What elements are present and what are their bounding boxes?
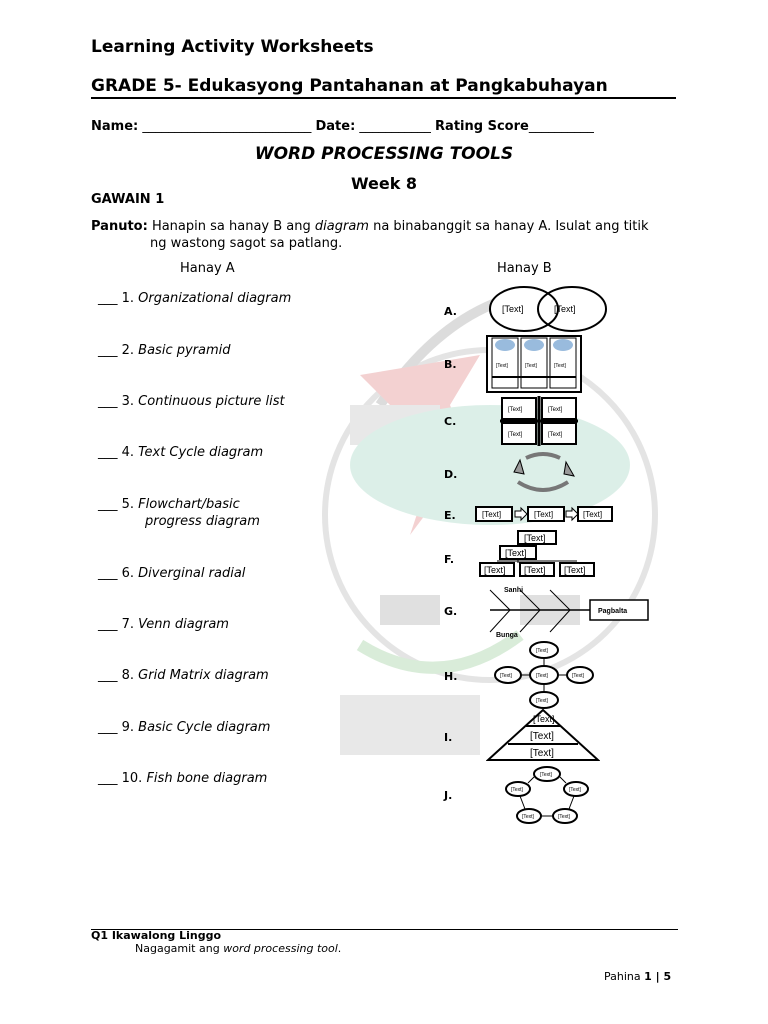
picture-list-text-3: [Text] [554, 363, 566, 369]
org-text-3: [Text] [484, 565, 506, 575]
radial-text-1: [Text] [536, 648, 548, 654]
page-label: Pahina [604, 970, 645, 983]
radial-text-4: [Text] [572, 673, 584, 679]
choice-letter-b: B. [444, 358, 457, 371]
cycle-text-2: [Text] [511, 787, 523, 793]
header-underline [91, 97, 676, 99]
basic-pyramid-diagram [486, 708, 600, 762]
score-field[interactable]: __________ [528, 119, 594, 134]
text-cycle-diagram [504, 764, 590, 828]
instructions-text-3: ng wastong sagot sa patlang. [150, 236, 343, 251]
grid-text-4: [Text] [548, 432, 563, 438]
radial-text-2: [Text] [500, 673, 512, 679]
org-text-2: [Text] [505, 548, 527, 558]
list-item[interactable] [98, 719, 270, 736]
item-label: Flowchart/basic [138, 497, 240, 512]
continuous-picture-list-diagram [486, 335, 582, 393]
item-label: Venn diagram [138, 617, 229, 632]
choice-letter-h: H. [444, 670, 458, 683]
instructions-label: Panuto: [91, 219, 148, 234]
choice-letter-c: C. [444, 415, 457, 428]
fishbone-cause-label: Sanhi [504, 587, 524, 594]
date-label: Date: [315, 119, 356, 134]
grid-matrix-diagram [500, 396, 578, 446]
column-a-header: Hanay A [180, 261, 235, 276]
venn-text-1: [Text] [502, 304, 524, 314]
choice-letter-d: D. [444, 468, 458, 481]
org-text-4: [Text] [524, 565, 546, 575]
basic-cycle-diagram [504, 448, 582, 496]
flow-text-2: [Text] [534, 510, 554, 519]
item-number: ___ 4. [98, 445, 139, 460]
instructions-italic: diagram [314, 219, 369, 234]
picture-list-text-2: [Text] [525, 363, 537, 369]
name-label: Name: [91, 119, 139, 134]
week-label: Week 8 [350, 174, 418, 193]
radial-text-5: [Text] [536, 698, 548, 704]
item-label: Continuous picture list [138, 394, 285, 409]
cycle-text-3: [Text] [569, 787, 581, 793]
instructions-text-2: na binabanggit sa hanay A. Isulat ang titik [368, 219, 649, 234]
choice-letter-j: J. [444, 789, 453, 802]
activity-label: GAWAIN 1 [91, 192, 165, 207]
page-title: WORD PROCESSING TOOLS [254, 144, 514, 164]
item-label: Fish bone diagram [146, 771, 268, 786]
list-item[interactable] [98, 290, 291, 307]
item-label: Diverginal radial [138, 566, 246, 581]
list-item[interactable] [98, 565, 245, 582]
item-number: ___ 9. [98, 720, 139, 735]
item-label-line2: progress diagram [145, 514, 260, 529]
fishbone-effect-label: Bunga [496, 632, 518, 639]
item-number: ___ 2. [98, 343, 139, 358]
choice-letter-e: E. [444, 509, 456, 522]
choice-letter-g: G. [444, 605, 458, 618]
picture-list-text-1: [Text] [496, 363, 508, 369]
item-label: Basic pyramid [138, 343, 231, 358]
list-item[interactable] [98, 342, 231, 359]
pyramid-text-2: [Text] [530, 731, 554, 742]
flow-text-1: [Text] [482, 510, 502, 519]
cycle-text-1: [Text] [540, 772, 552, 778]
venn-text-2: [Text] [554, 304, 576, 314]
radial-text-3: [Text] [536, 673, 548, 679]
list-item[interactable] [98, 667, 269, 684]
footer-desc-end: . [337, 942, 342, 955]
page-separator: | [651, 970, 664, 983]
pyramid-text-1: [Text] [533, 714, 555, 724]
grid-text-2: [Text] [548, 407, 563, 413]
date-field[interactable]: ___________ [355, 119, 436, 134]
page-total: 5 [663, 970, 672, 983]
page-current: 1 [644, 970, 652, 983]
org-text-1: [Text] [524, 533, 546, 543]
worksheet-header: Learning Activity Worksheets [91, 37, 374, 57]
column-b-header: Hanay B [497, 261, 552, 276]
student-info-line [91, 119, 678, 134]
fishbone-diagram [480, 584, 652, 642]
list-item[interactable] [98, 444, 263, 461]
footer-description [135, 942, 341, 955]
pyramid-text-3: [Text] [530, 748, 554, 759]
list-item[interactable] [98, 616, 229, 633]
item-number: ___ 8. [98, 668, 139, 683]
item-label: Organizational diagram [138, 291, 292, 306]
flow-text-3: [Text] [583, 510, 603, 519]
organizational-diagram [478, 529, 596, 579]
instructions [91, 218, 678, 252]
page-number [604, 970, 671, 983]
item-label: Grid Matrix diagram [138, 668, 269, 683]
item-number: ___ 7. [98, 617, 139, 632]
list-item[interactable] [98, 770, 267, 787]
item-label: Basic Cycle diagram [138, 720, 271, 735]
footer-desc-text: Nagagamit ang [135, 942, 224, 955]
list-item[interactable] [98, 393, 285, 410]
list-item[interactable] [98, 496, 260, 530]
grid-text-1: [Text] [508, 407, 523, 413]
item-label: Text Cycle diagram [138, 445, 264, 460]
instructions-text-1: Hanapin sa hanay B ang [147, 219, 315, 234]
org-text-5: [Text] [564, 565, 586, 575]
item-number: ___ 6. [98, 566, 139, 581]
cycle-text-4: [Text] [522, 814, 534, 820]
item-number: ___ 3. [98, 394, 139, 409]
choice-letter-i: I. [444, 731, 453, 744]
item-number: ___ 1. [98, 291, 139, 306]
fishbone-head-label: Pagbalta [598, 608, 628, 615]
item-number: ___ 10. [98, 771, 147, 786]
grid-text-3: [Text] [508, 432, 523, 438]
footer-desc-italic: word processing tool [223, 942, 338, 955]
venn-diagram [488, 285, 610, 333]
name-field[interactable]: __________________________ [138, 119, 316, 134]
score-label: Rating Score [435, 119, 529, 134]
diverging-radial-diagram [494, 640, 594, 710]
choice-letter-f: F. [444, 553, 455, 566]
item-number: ___ 5. [98, 497, 139, 512]
footer-quarter: Q1 Ikawalong Linggo [91, 929, 222, 942]
choice-letter-a: A. [444, 305, 457, 318]
grade-subject-header: GRADE 5- Edukasyong Pantahanan at Pangkabuhayan [91, 76, 608, 96]
cycle-text-5: [Text] [558, 814, 570, 820]
flowchart-diagram [474, 504, 614, 524]
